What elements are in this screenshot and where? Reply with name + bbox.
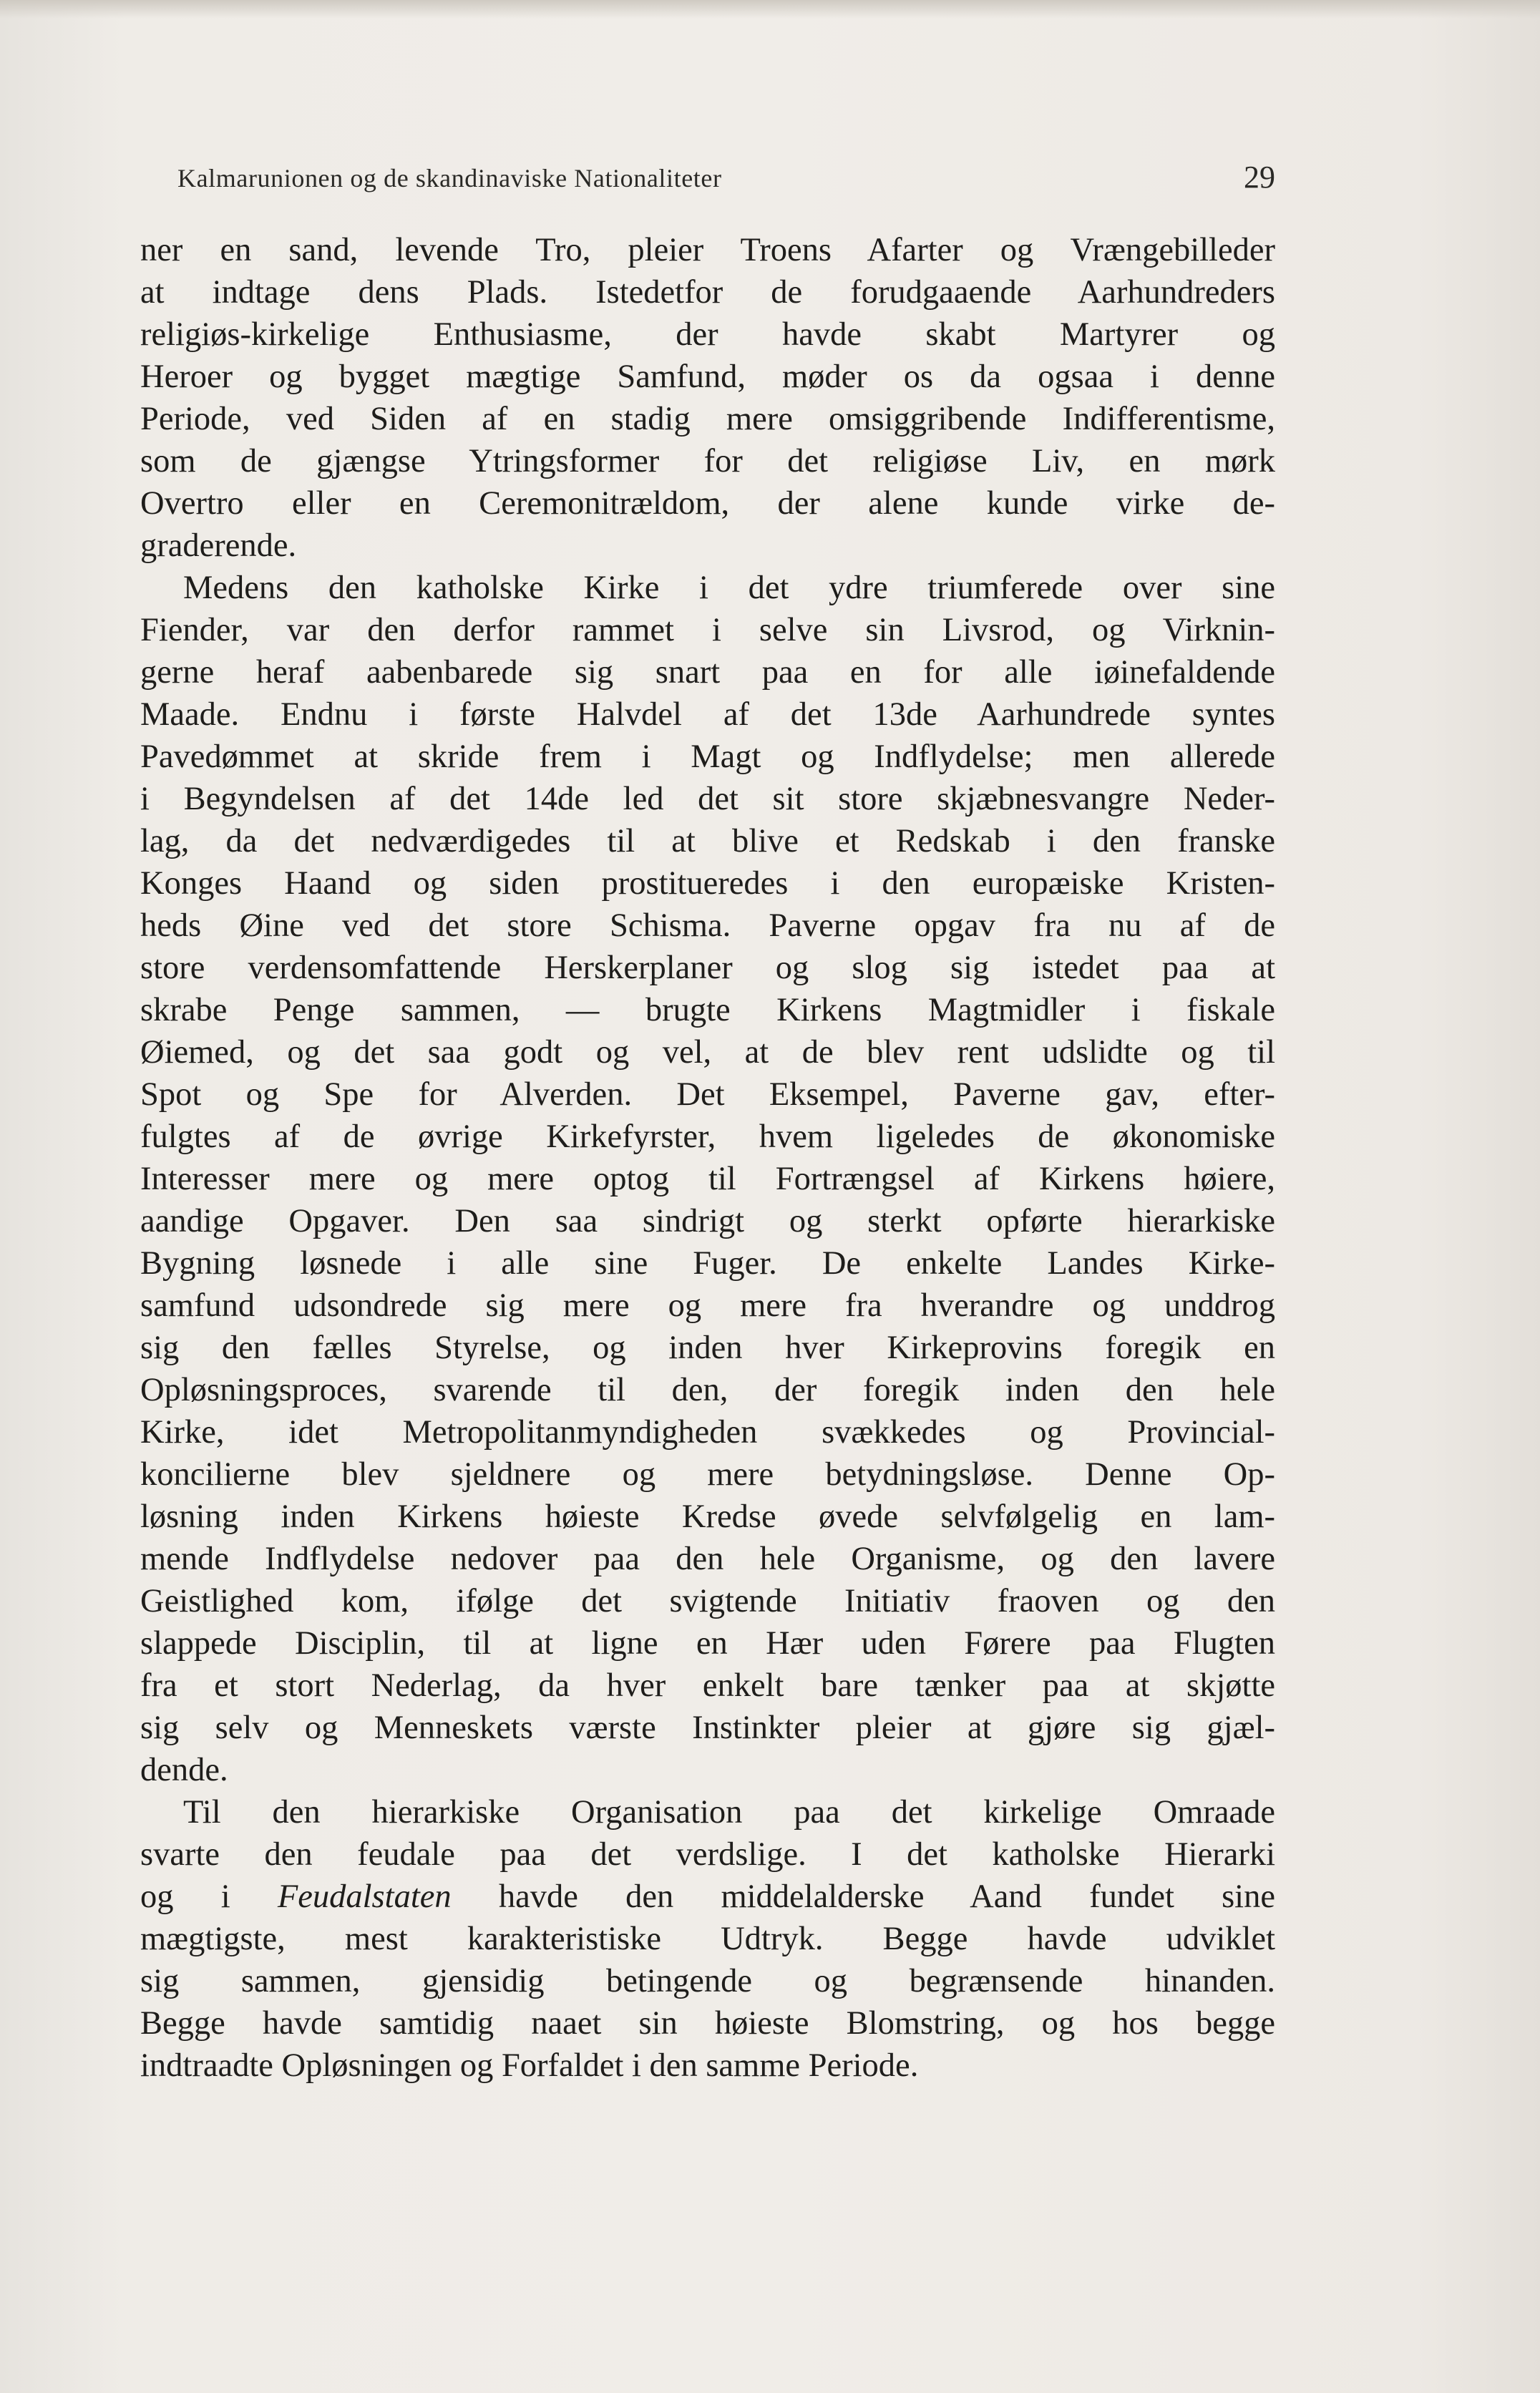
text-line: Heroer og bygget mægtige Samfund, møder os da ogsaa i denne <box>140 359 1275 395</box>
body-text <box>140 229 1275 2087</box>
text-segment: havde den middelalderske Aand fundet sine <box>451 1878 1275 1915</box>
text-line: Fiender, var den derfor rammet i selve sin Livsrod, og Virknin- <box>140 612 1275 648</box>
text-line: samfund udsondrede sig mere og mere fra hverandre og unddrog <box>140 1287 1275 1324</box>
text-line: heds Øine ved det store Schisma. Paverne opgav fra nu af de <box>140 907 1275 944</box>
page-header <box>140 159 1275 202</box>
text-line: religiøs-kirkelige Enthusiasme, der havde skabt Martyrer og <box>140 316 1275 353</box>
text-line: sig selv og Menneskets værste Instinkter pleier at gjøre sig gjæl- <box>140 1710 1275 1746</box>
text-line: Kirke, idet Metropolitanmyndigheden svækkedes og Provincial- <box>140 1414 1275 1451</box>
text-line: Konges Haand og siden prostitueredes i den europæiske Kristen- <box>140 865 1275 902</box>
text-line: at indtage dens Plads. Istedetfor de forudgaaende Aarhundreders <box>140 274 1275 311</box>
text-line: skrabe Penge sammen, — brugte Kirkens Magtmidler i fiskale <box>140 992 1275 1028</box>
text-line: mægtigste, mest karakteristiske Udtryk. Begge havde udviklet <box>140 1921 1275 1957</box>
text-line: aandige Opgaver. Den saa sindrigt og sterkt opførte hierarkiske <box>140 1203 1275 1239</box>
text-line: mende Indflydelse nedover paa den hele Organisme, og den lavere <box>140 1541 1275 1577</box>
text-line: gerne heraf aabenbarede sig snart paa en for alle iøinefaldende <box>140 654 1275 691</box>
text-line: Til den hierarkiske Organisation paa det kirkelige Omraade <box>183 1794 1275 1831</box>
text-line: sig sammen, gjensidig betingende og begrænsende hinanden. <box>140 1963 1275 1999</box>
text-line: Pavedømmet at skride frem i Magt og Indflydelse; men allerede <box>140 739 1275 775</box>
text-line: Maade. Endnu i første Halvdel af det 13de Aarhundrede syntes <box>140 696 1275 733</box>
page-top-shadow <box>0 0 1540 19</box>
text-line: Medens den katholske Kirke i det ydre triumferede over sine <box>183 570 1275 606</box>
text-line: store verdensomfattende Herskerplaner og slog sig istedet paa at <box>140 950 1275 986</box>
text-line: Geistlighed kom, ifølge det svigtende Initiativ fraoven og den <box>140 1583 1275 1619</box>
text-line: koncilierne blev sjeldnere og mere betydningsløse. Denne Op- <box>140 1456 1275 1493</box>
text-line: Periode, ved Siden af en stadig mere omsiggribende Indifferentisme, <box>140 401 1275 437</box>
text-line: Bygning løsnede i alle sine Fuger. De enkelte Landes Kirke- <box>140 1245 1275 1282</box>
running-head: Kalmarunionen og de skandinaviske Nationaliteter <box>177 164 722 192</box>
text-line: som de gjængse Ytringsformer for det religiøse Liv, en mørk <box>140 443 1275 479</box>
text-line: svarte den feudale paa det verdslige. I det katholske Hierarki <box>140 1836 1275 1873</box>
text-line: indtraadte Opløsningen og Forfaldet i den samme Periode. <box>140 2047 919 2084</box>
text-line: i Begyndelsen af det 14de led det sit store skjæbnesvangre Neder- <box>140 781 1275 817</box>
text-line: Overtro eller en Ceremonitrældom, der alene kunde virke de- <box>140 485 1275 522</box>
page-number: 29 <box>1244 160 1275 195</box>
text-line: slappede Disciplin, til at ligne en Hær uden Førere paa Flugten <box>140 1625 1275 1662</box>
text-line: Spot og Spe for Alverden. Det Eksempel, Paverne gav, efter- <box>140 1076 1275 1113</box>
text-line: lag, da det nedværdigedes til at blive et Redskab i den franske <box>140 823 1275 859</box>
text-line: dende. <box>140 1752 228 1788</box>
text-line: fulgtes af de øvrige Kirkefyrster, hvem ligeledes de økonomiske <box>140 1118 1275 1155</box>
text-line: Interesser mere og mere optog til Fortrængsel af Kirkens høiere, <box>140 1161 1275 1197</box>
text-line: løsning inden Kirkens høieste Kredse øvede selvfølgelig en lam- <box>140 1498 1275 1535</box>
text-line: fra et stort Nederlag, da hver enkelt bare tænker paa at skjøtte <box>140 1667 1275 1704</box>
text-line <box>140 1876 1275 1918</box>
text-line: Øiemed, og det saa godt og vel, at de blev rent udslidte og til <box>140 1034 1275 1071</box>
text-line: Begge havde samtidig naaet sin høieste Blomstring, og hos begge <box>140 2005 1275 2042</box>
text-line: sig den fælles Styrelse, og inden hver Kirkeprovins foregik en <box>140 1330 1275 1366</box>
text-line: graderende. <box>140 527 297 564</box>
text-segment: og i <box>140 1878 278 1915</box>
text-line: Opløsningsproces, svarende til den, der foregik inden den hele <box>140 1372 1275 1408</box>
italic-term: Feudalstaten <box>277 1878 452 1915</box>
text-line: ner en sand, levende Tro, pleier Troens Afarter og Vrængebilleder <box>140 232 1275 268</box>
